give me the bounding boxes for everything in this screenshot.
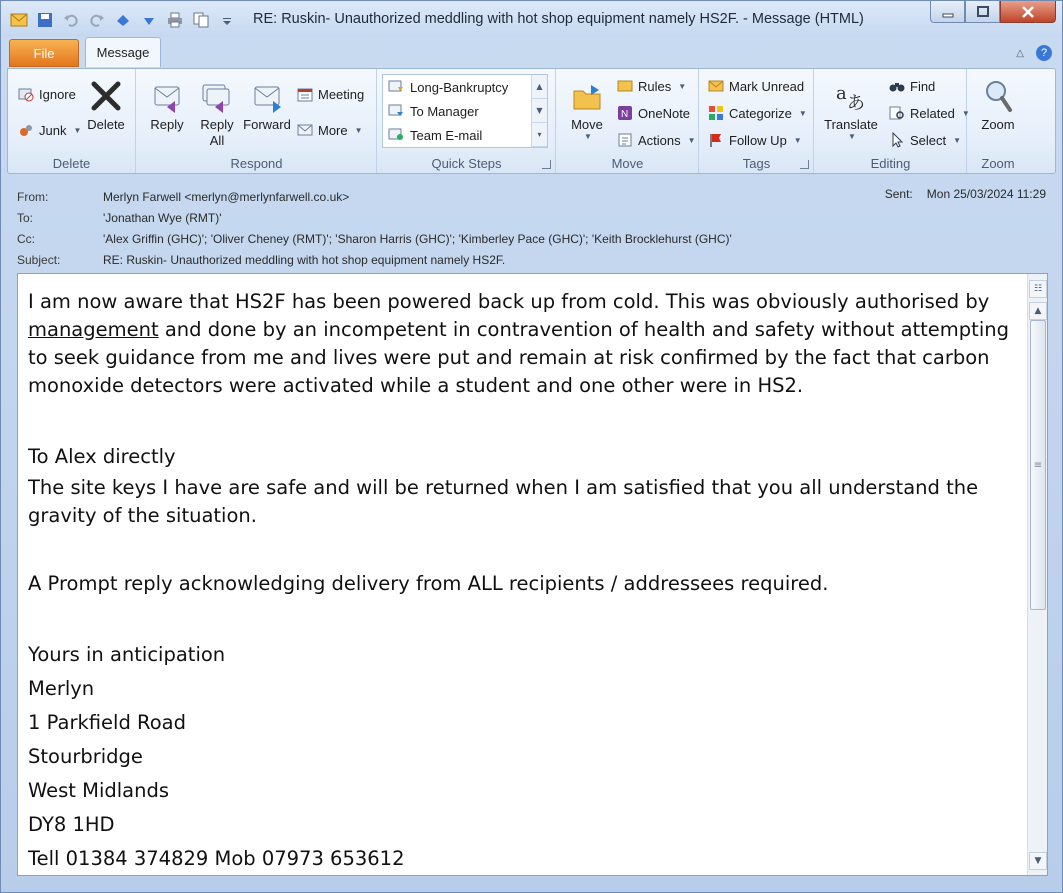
delete-group [8,69,136,173]
translate-dropdown-icon: ▼ [848,132,856,141]
quick-step-label: To Manager [410,103,479,119]
scroll-down-icon[interactable]: ▼ [532,99,547,123]
move-label: Move [571,117,603,132]
tab-file[interactable]: File [9,39,79,67]
quick-step-label: Team E-mail [410,127,483,143]
actions-dropdown-icon: ▼ [687,135,696,145]
move-icon [559,73,615,113]
to-label: To: [17,211,34,225]
delete-icon [78,73,134,113]
print-icon[interactable] [165,10,185,30]
reply-icon [139,73,195,113]
more-dropdown-icon: ▼ [354,125,363,135]
signature [28,638,1018,876]
subject-text: RE: Ruskin- Unauthorized meddling with hot shop equipment namely HS2F. [103,253,506,267]
categorize-icon [708,105,724,121]
quick-steps-group-label: Quick Steps [431,156,502,171]
onenote-button[interactable] [617,102,690,124]
help-icon[interactable]: ? [1036,45,1052,61]
move-dropdown-icon: ▼ [584,132,592,141]
body-text: and done by an incompetent in contravention of health and safety without attempting to seek guidance from me and lives were put and remain at risk confirmed by the fact that carbon monoxide detectors were activated while a student and one other were in HS2. [28,318,1009,397]
zoom-group [968,69,1028,173]
svg-text:a: a [836,83,847,104]
actions-button[interactable] [617,129,696,151]
message-content [28,288,1018,876]
close-button[interactable] [1000,1,1056,23]
select-label: Select [910,132,947,148]
copy-icon[interactable] [191,10,211,30]
categorize-dropdown-icon: ▼ [798,108,807,118]
expand-gallery-icon[interactable]: ▾ [532,123,547,147]
follow-up-dropdown-icon: ▼ [793,135,802,145]
quick-steps-group [378,69,556,173]
move-group-label: Move [611,156,644,171]
cc-label: Cc: [17,232,35,246]
categorize-button[interactable] [708,102,807,124]
vertical-scrollbar[interactable] [1027,274,1047,875]
to-row [17,208,222,228]
junk-button[interactable] [18,119,81,141]
follow-up-button[interactable] [708,129,802,151]
reply-button[interactable] [139,73,195,132]
onenote-label: OneNote [638,105,691,121]
signature-line: Yours in anticipation [28,643,226,666]
quick-step-icon [388,78,404,97]
quick-step-icon [388,102,404,121]
more-button[interactable] [297,119,363,141]
respond-group [137,69,377,173]
minimize-ribbon-icon[interactable]: △ [1016,47,1024,59]
categorize-label: Categorize [729,105,792,121]
rules-dropdown-icon: ▼ [678,81,687,91]
customize-toolbar-icon[interactable] [217,10,237,30]
subject-row [17,250,505,270]
scroll-up-icon[interactable]: ▲ [1029,302,1047,320]
translate-icon [821,73,881,113]
scroll-thumb[interactable]: ≡ [1030,320,1046,610]
translate-label: Translate [824,117,878,132]
body-paragraph [28,288,1018,400]
actions-label: Actions [638,132,681,148]
actions-icon [617,132,633,148]
flag-icon [708,132,724,148]
signature-line: Tell 01384 374829 Mob 07973 653612 [28,847,405,870]
find-button[interactable] [889,75,935,97]
translate-button[interactable] [821,73,881,141]
related-dropdown-icon: ▼ [961,108,970,118]
related-label: Related [910,105,955,121]
forward-label: Forward [243,117,291,132]
cc-recipients[interactable]: 'Alex Griffin (GHC)'; 'Oliver Cheney (RMT)'; 'Sharon Harris (GHC)'; 'Kimberley Pace (GHC)'; 'Keith Brocklehurst (GHC)' [103,232,732,246]
svg-text:あ: あ [847,93,865,113]
reply-all-icon [189,73,245,113]
onenote-icon [617,105,633,121]
editing-group [815,69,970,173]
next-item-icon[interactable] [139,10,159,30]
body-paragraph: To Alex directly [28,445,176,468]
meeting-button[interactable] [297,83,364,105]
junk-dropdown-icon: ▼ [73,125,82,135]
body-paragraph: The site keys I have are safe and will be returned when I am satisfied that you all understand the gravity of the situation. [28,476,979,527]
sent-label: Sent: [884,187,913,201]
delete-group-label: Delete [52,156,91,171]
delete-button[interactable] [78,73,134,132]
message-header [7,179,1056,273]
people-pane-icon[interactable]: ☷ [1029,280,1047,298]
outlook-app-icon[interactable] [9,10,29,30]
title-bar [1,1,1062,37]
management-link[interactable]: management [28,318,159,341]
find-label: Find [910,78,936,94]
quick-access-toolbar [9,10,237,30]
related-button[interactable] [889,102,970,124]
quick-step-item[interactable] [383,75,547,99]
more-label: More [318,122,348,138]
tags-group [700,69,814,173]
quick-step-item[interactable] [383,123,547,147]
ribbon [7,68,1056,174]
more-icon [297,122,313,138]
ribbon-controls [1016,45,1052,61]
quick-step-item[interactable] [383,99,547,123]
zoom-group-label: Zoom [981,156,1015,171]
rules-button[interactable] [617,75,686,97]
rules-icon [617,78,633,94]
signature-line: West Midlands [28,779,170,802]
redo-icon[interactable] [87,10,107,30]
save-icon[interactable] [35,10,55,30]
from-label: From: [17,190,49,204]
mark-unread-button[interactable] [708,75,804,97]
forward-icon [239,73,295,113]
signature-line: 1 Parkfield Road [28,711,186,734]
window-controls [930,1,1056,23]
body-paragraph: A Prompt reply acknowledging delivery from ALL recipients / addressees required. [28,572,829,595]
signature-line: DY8 1HD [28,813,115,836]
message-body[interactable] [17,273,1048,876]
respond-group-label: Respond [230,156,283,171]
reply-all-label: Reply All [200,117,234,148]
to-recipients[interactable]: 'Jonathan Wye (RMT)' [103,211,222,225]
sent-row [885,187,1046,201]
scroll-up-icon[interactable]: ▲ [532,75,547,99]
meeting-label: Meeting [318,86,365,102]
delete-label: Delete [87,117,125,132]
magnifier-icon [970,73,1026,113]
move-group [557,69,699,173]
quick-step-icon [388,126,404,145]
ignore-icon [18,86,34,102]
ignore-label: Ignore [39,86,76,102]
quick-step-label: Long-Bankruptcy [410,79,509,95]
undo-icon[interactable] [61,10,81,30]
rules-label: Rules [638,78,672,94]
ignore-button[interactable] [18,83,76,105]
zoom-label: Zoom [981,117,1015,132]
signature-line: Stourbridge [28,745,143,768]
quick-steps-gallery [382,74,548,148]
forward-button[interactable] [239,73,295,132]
maximize-button[interactable] [965,1,1000,23]
reply-all-button[interactable] [189,73,245,149]
sender[interactable]: Merlyn Farwell <merlyn@merlynfarwell.co.uk> [103,190,350,204]
signature-line: Merlyn [28,677,95,700]
cursor-icon [889,132,905,148]
related-icon [889,105,905,121]
reply-label: Reply [150,117,184,132]
body-text: I am now aware that HS2F has been powered back up from cold. This was obviously authorised by [28,290,990,313]
select-dropdown-icon: ▼ [953,135,962,145]
cc-row [17,229,732,249]
zoom-button[interactable] [970,73,1026,132]
tab-message[interactable]: Message [85,37,161,67]
meeting-icon [297,86,313,102]
mark-unread-label: Mark Unread [729,78,805,94]
select-button[interactable] [889,129,961,151]
mark-unread-icon [708,78,724,94]
ribbon-tabs [9,39,161,67]
svg-text:N: N [621,109,629,120]
quick-steps-scroll[interactable] [531,75,547,147]
subject-label: Subject: [17,253,61,267]
editing-group-label: Editing [870,156,911,171]
sent-date: Mon 25/03/2024 11:29 [926,187,1046,201]
previous-item-icon[interactable] [113,10,133,30]
junk-label: Junk [39,122,67,138]
junk-icon [18,122,34,138]
from-row [17,187,349,207]
binoculars-icon [889,78,905,94]
follow-up-label: Follow Up [729,132,787,148]
move-button[interactable] [559,73,615,141]
scroll-down-icon[interactable]: ▼ [1029,852,1047,870]
tags-group-label: Tags [742,156,771,171]
window-title: RE: Ruskin- Unauthorized meddling with hot shop equipment namely HS2F. - Message (HTML) [253,11,864,27]
minimize-button[interactable] [930,1,965,23]
